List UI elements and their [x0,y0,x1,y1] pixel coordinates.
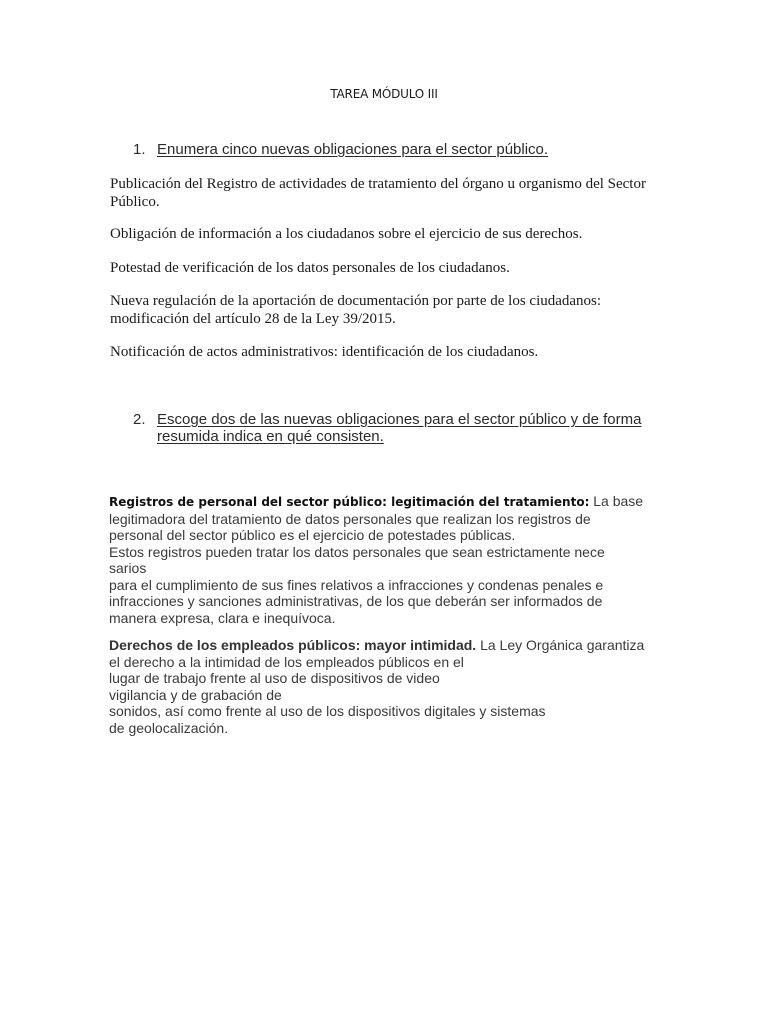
question-1 [133,141,548,158]
section-2-line: el derecho a la intimidad de los empleados públicos en el [109,653,464,670]
section-2-line: sonidos, así como frente al uso de los dispositivos digitales y sistemas [109,703,546,719]
section-1-line: para el cumplimiento de sus fines relativos a infracciones y condenas penales e [109,576,604,593]
section-1-first-line [109,493,659,511]
section-registros-personal [109,493,659,626]
answer-1: Publicación del Registro de actividades de tratamiento del órgano u organismo del Sector Público. [110,176,646,210]
section-1-line: personal del sector público es el ejercicio de potestades públicas. [109,527,516,543]
section-derechos-empleados [109,637,659,736]
section-2-line: lugar de trabajo frente al uso de dispositivos de video [109,670,440,686]
section-1-line: manera expresa, clara e inequívoca. [109,609,336,626]
question-2-text: Escoge dos de las nuevas obligaciones para el sector público y de forma resumida indica en qué consisten. [157,411,642,445]
answer-2: Obligación de información a los ciudadanos sobre el ejercicio de sus derechos. [110,226,583,242]
section-2-first-line [109,637,659,654]
section-2-line: La Ley Orgánica garantiza [480,637,645,653]
answer-5: Notificación de actos administrativos: identificación de los ciudadanos. [110,344,539,360]
section-1-line: sarios [109,560,147,576]
section-1-line: Estos registros pueden tratar los datos personales que sean estrictamente nece [109,543,605,560]
answer-4: Nueva regulación de la aportación de documentación por parte de los ciudadanos: modificación del artículo 28 de la Ley 39/2015. [110,293,602,327]
question-2-number: 2. [133,411,146,428]
document-title: TAREA MÓDULO III [330,87,438,101]
question-1-number: 1. [133,141,146,158]
section-1-line: legitimadora del tratamiento de datos personales que realizan los registros de [109,510,591,527]
section-2-line: de geolocalización. [109,719,229,736]
section-2-heading: Derechos de los empleados públicos: mayor intimidad. [109,637,477,653]
section-2-line: vigilancia y de grabación de [109,686,282,703]
answer-3: Potestad de verificación de los datos personales de los ciudadanos. [110,260,510,276]
section-1-line: infracciones y sanciones administrativas, de los que deberán ser informados de [109,593,603,609]
question-1-text: Enumera cinco nuevas obligaciones para el sector público. [157,141,549,158]
section-1-heading: Registros de personal del sector público: legitimación del tratamiento: [109,495,590,509]
question-2 [133,411,673,445]
section-1-line: La base [593,493,644,509]
